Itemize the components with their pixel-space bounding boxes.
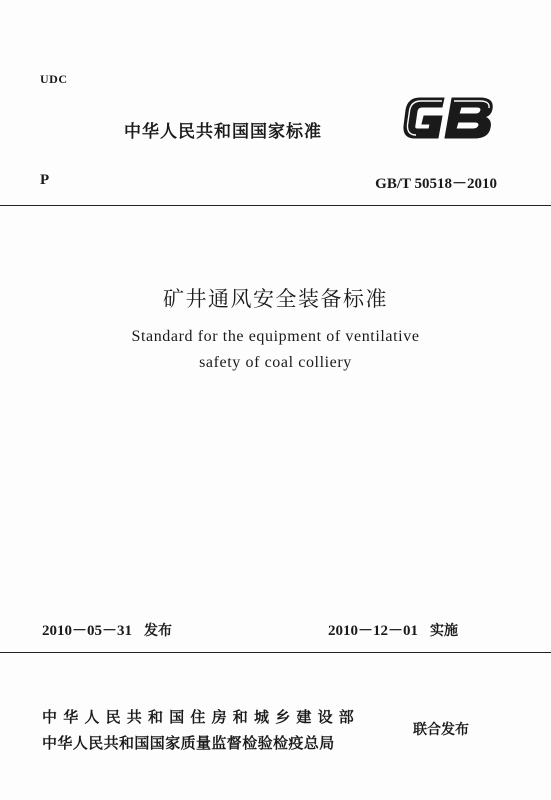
issuer-aqsiq: 中华人民共和国国家质量监督检验检疫总局 [42, 734, 335, 752]
issue-date-row [42, 619, 172, 640]
joint-publication-label: 联合发布 [413, 722, 469, 738]
gb-logo [400, 92, 498, 144]
category-code: P [40, 172, 50, 188]
udc-label: UDC [40, 72, 68, 86]
issue-label: 发布 [144, 623, 173, 639]
implementation-date: 2010－12－01 [328, 623, 419, 639]
national-standard-title: 中华人民共和国国家标准 [124, 122, 322, 142]
implementation-date-row [328, 619, 458, 640]
issuer-ministry-housing: 中华人民共和国住房和城乡建设部 [42, 708, 361, 726]
bottom-divider [0, 652, 551, 653]
english-title-line-2: safety of coal colliery [199, 354, 352, 371]
implementation-label: 实施 [430, 623, 459, 639]
top-divider [0, 205, 551, 206]
standard-number: GB/T 50518－2010 [375, 176, 497, 192]
english-title-line-1: Standard for the equipment of ventilative [131, 328, 420, 345]
issue-date: 2010－05－31 [42, 623, 133, 639]
chinese-title: 矿井通风安全装备标准 [163, 287, 388, 311]
